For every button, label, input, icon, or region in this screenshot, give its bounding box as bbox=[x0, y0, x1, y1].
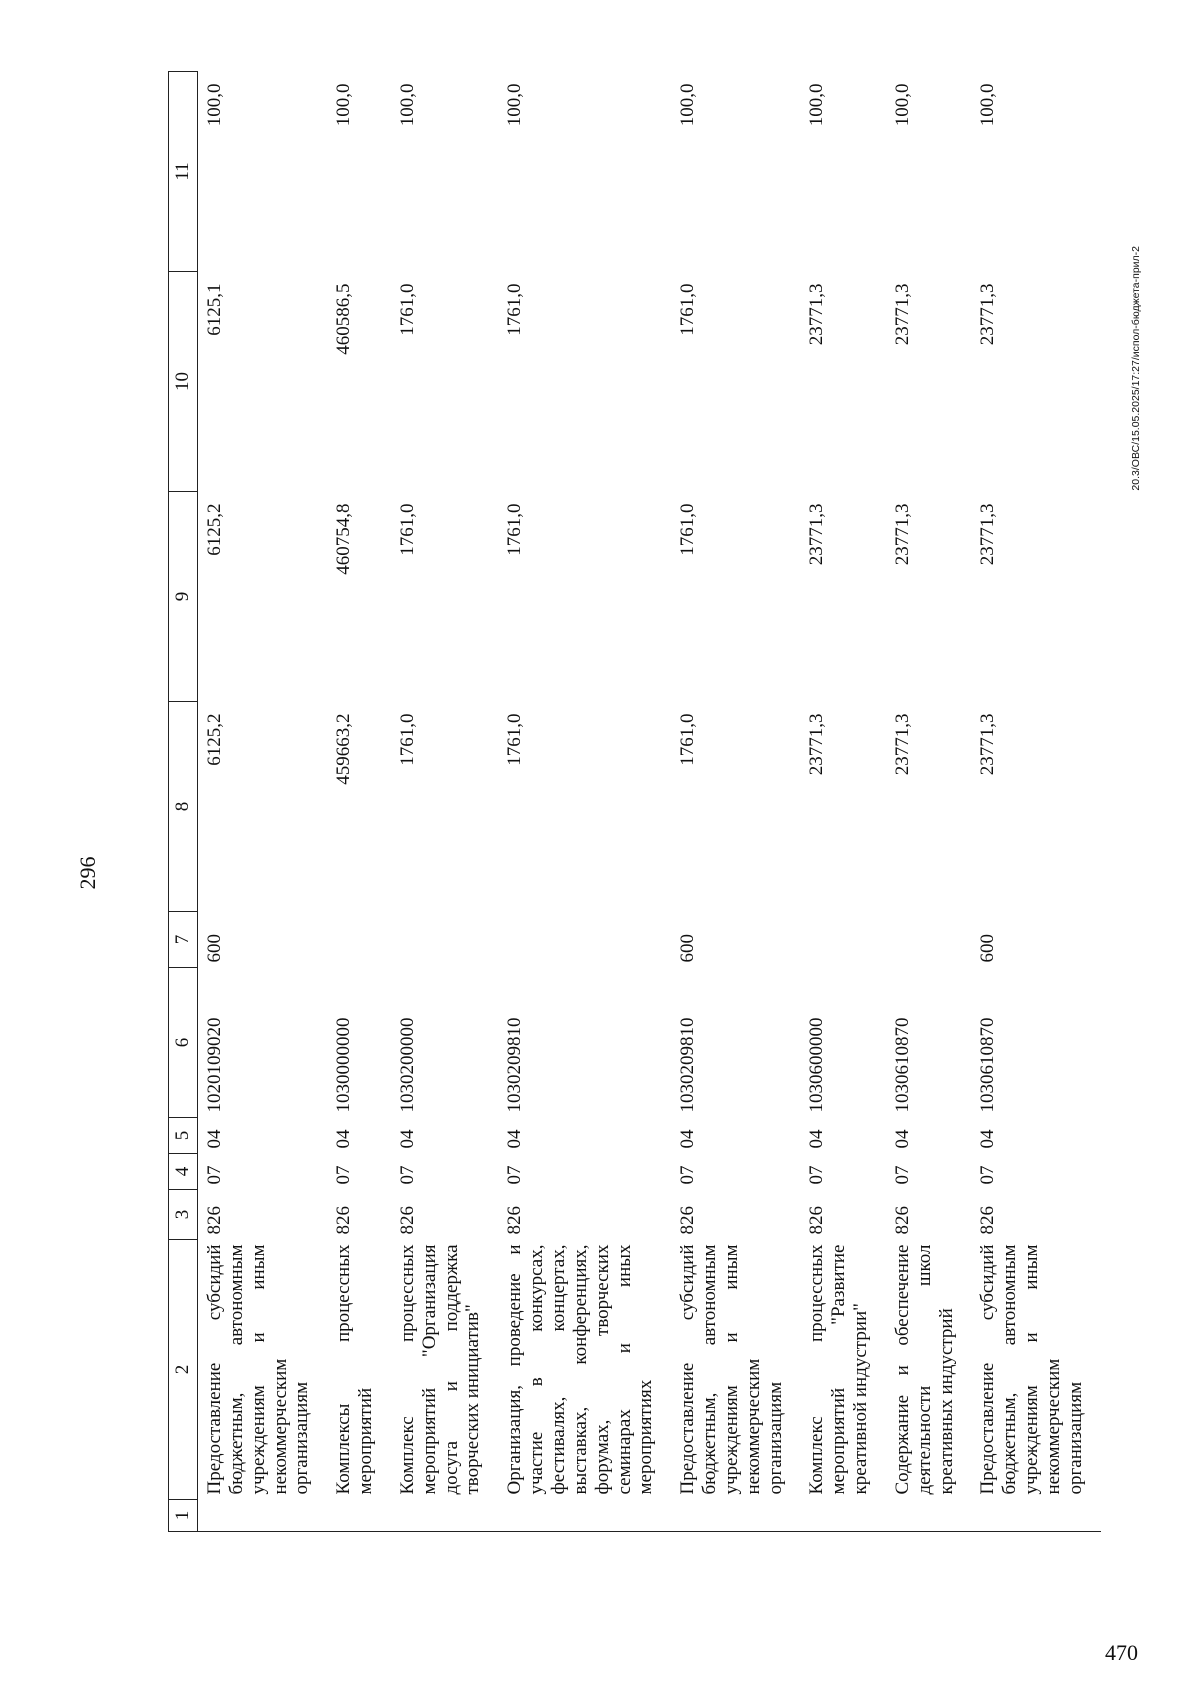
table-row bbox=[198, 72, 328, 1532]
table-cell: 826 bbox=[333, 1206, 355, 1235]
table-cell: 07 bbox=[891, 1165, 913, 1185]
table-cell: 07 bbox=[396, 1165, 418, 1185]
header-cell-7: 7 bbox=[169, 912, 198, 968]
table-cell bbox=[327, 1500, 391, 1532]
table-cell: 600 bbox=[204, 934, 225, 963]
document-code-text: 20.3/ОВС/15.05.2025/17:27/испол-бюджета-прил-2 bbox=[1130, 246, 1142, 491]
table-cell: 1030000000 bbox=[333, 1017, 355, 1113]
table-cell: 100,0 bbox=[677, 83, 699, 127]
table-cell: 1761,0 bbox=[396, 283, 418, 336]
header-cell-8: 8 bbox=[169, 702, 198, 912]
table-cell: 23771,3 bbox=[891, 713, 913, 776]
table-cell: 23771,3 bbox=[891, 283, 913, 346]
table-cell: 04 bbox=[677, 1129, 699, 1149]
table-cell: 1761,0 bbox=[677, 503, 699, 556]
table-cell: 826 bbox=[504, 1206, 526, 1235]
table-cell bbox=[800, 912, 886, 968]
table-cell bbox=[391, 912, 498, 968]
table-cell: 04 bbox=[504, 1129, 526, 1149]
table-cell: Предоставление субсидий бюджетным, автономным учреждениям и иным некоммерческим организациям bbox=[204, 1244, 313, 1495]
table-cell: 100,0 bbox=[977, 83, 999, 127]
table-cell bbox=[498, 1500, 671, 1532]
table-cell: 07 bbox=[504, 1165, 526, 1185]
table-cell bbox=[498, 912, 671, 968]
table-cell: Предоставление субсидий бюджетным, автономным учреждениям и иным некоммерческим организациям bbox=[677, 1244, 786, 1495]
table-cell: 100,0 bbox=[806, 83, 828, 127]
table-cell: 07 bbox=[204, 1165, 225, 1185]
table-cell bbox=[800, 1500, 886, 1532]
table-cell: 1761,0 bbox=[677, 283, 699, 336]
table-cell: 07 bbox=[977, 1165, 999, 1185]
table-row bbox=[971, 72, 1100, 1532]
table-cell: 6125,2 bbox=[204, 503, 225, 556]
header-cell-1: 1 bbox=[169, 1500, 198, 1532]
table-cell: 100,0 bbox=[891, 83, 913, 127]
page-number: 296 bbox=[75, 856, 100, 890]
header-cell-3: 3 bbox=[169, 1190, 198, 1240]
header-cell-5: 5 bbox=[169, 1118, 198, 1154]
table-cell: 07 bbox=[333, 1165, 355, 1185]
table-cell: 100,0 bbox=[504, 83, 526, 127]
header-cell-6: 6 bbox=[169, 968, 198, 1118]
table-cell: 23771,3 bbox=[806, 503, 828, 566]
table-cell: 23771,3 bbox=[806, 283, 828, 346]
table-cell: 6125,2 bbox=[204, 713, 225, 766]
table-cell: 1761,0 bbox=[504, 713, 526, 766]
table-cell: 826 bbox=[396, 1206, 418, 1235]
table-row bbox=[327, 72, 391, 1532]
table-cell: 07 bbox=[677, 1165, 699, 1185]
table-cell bbox=[327, 912, 391, 968]
table-cell: 1030200000 bbox=[396, 1017, 418, 1113]
table-cell: 100,0 bbox=[333, 83, 355, 127]
table-cell: 04 bbox=[891, 1129, 913, 1149]
header-row bbox=[169, 72, 198, 1532]
table-cell: 826 bbox=[677, 1206, 699, 1235]
table-cell: 826 bbox=[977, 1206, 999, 1235]
table-cell: Комплекс процессных мероприятий "Развитие креативной индустрии" bbox=[806, 1244, 872, 1495]
table-cell: 100,0 bbox=[204, 83, 225, 127]
table-cell: 6125,1 bbox=[204, 283, 225, 336]
header-cell-10: 10 bbox=[169, 272, 198, 492]
table-cell: 04 bbox=[333, 1129, 355, 1149]
table-cell: 04 bbox=[806, 1129, 828, 1149]
table-cell: 1030610870 bbox=[977, 1017, 999, 1113]
table-cell: 826 bbox=[891, 1206, 913, 1235]
table-row bbox=[886, 72, 972, 1532]
table-cell: Предоставление субсидий бюджетным, автономным учреждениям и иным некоммерческим организациям bbox=[977, 1244, 1086, 1495]
table-cell: Содержание и обеспечение деятельности школ креативных индустрий bbox=[891, 1244, 957, 1495]
table-cell: 1030610870 bbox=[891, 1017, 913, 1113]
table-cell bbox=[971, 1500, 1100, 1532]
table-cell: 600 bbox=[977, 934, 999, 963]
table-cell: 459663,2 bbox=[333, 713, 355, 785]
table-cell: Комплекс процессных мероприятий "Организация досуга и поддержка творческих инициатив" bbox=[396, 1244, 484, 1495]
table-cell: 1761,0 bbox=[396, 503, 418, 556]
table-cell: 1761,0 bbox=[396, 713, 418, 766]
header-cell-2: 2 bbox=[169, 1240, 198, 1500]
table-cell bbox=[198, 1500, 328, 1532]
document-code bbox=[1130, 246, 1142, 491]
table-cell bbox=[886, 912, 972, 968]
budget-table bbox=[168, 71, 1101, 1532]
sheet-number: 470 bbox=[1105, 1640, 1138, 1665]
table-row bbox=[671, 72, 800, 1532]
table-cell: 460754,8 bbox=[333, 503, 355, 575]
table-cell bbox=[391, 1500, 498, 1532]
table-cell: 23771,3 bbox=[977, 283, 999, 346]
table-cell: Комплексы процессных мероприятий bbox=[333, 1244, 377, 1495]
table-cell: 1030209810 bbox=[504, 1017, 526, 1113]
table-cell: 04 bbox=[396, 1129, 418, 1149]
table-cell: 460586,5 bbox=[333, 283, 355, 355]
table-cell: 1761,0 bbox=[504, 503, 526, 556]
table-row bbox=[391, 72, 498, 1532]
table-cell: 1030209810 bbox=[677, 1017, 699, 1113]
table-cell: Организация, проведение и участие в конкурсах, фестивалях, концертах, выставках, конференциях, форумах, творческих семинарах и иных мероприятиях bbox=[504, 1244, 657, 1495]
table-cell: 23771,3 bbox=[977, 503, 999, 566]
table-cell bbox=[671, 1500, 800, 1532]
table-cell: 826 bbox=[806, 1206, 828, 1235]
header-cell-9: 9 bbox=[169, 492, 198, 702]
table-cell: 1030600000 bbox=[806, 1017, 828, 1113]
table-cell: 100,0 bbox=[396, 83, 418, 127]
table-cell: 23771,3 bbox=[806, 713, 828, 776]
header-cell-4: 4 bbox=[169, 1154, 198, 1190]
table-cell: 07 bbox=[806, 1165, 828, 1185]
table-row bbox=[498, 72, 671, 1532]
table-cell: 04 bbox=[977, 1129, 999, 1149]
table-cell: 826 bbox=[204, 1206, 225, 1235]
table-cell: 23771,3 bbox=[891, 503, 913, 566]
table-cell: 600 bbox=[677, 934, 699, 963]
table-cell bbox=[886, 1500, 972, 1532]
table-cell: 1020109020 bbox=[204, 1017, 225, 1113]
table-cell: 1761,0 bbox=[677, 713, 699, 766]
header-cell-11: 11 bbox=[169, 72, 198, 272]
table-row bbox=[800, 72, 886, 1532]
table-cell: 23771,3 bbox=[977, 713, 999, 776]
table-cell: 1761,0 bbox=[504, 283, 526, 336]
table-cell: 04 bbox=[204, 1129, 225, 1149]
budget-table-container bbox=[168, 72, 1086, 1532]
